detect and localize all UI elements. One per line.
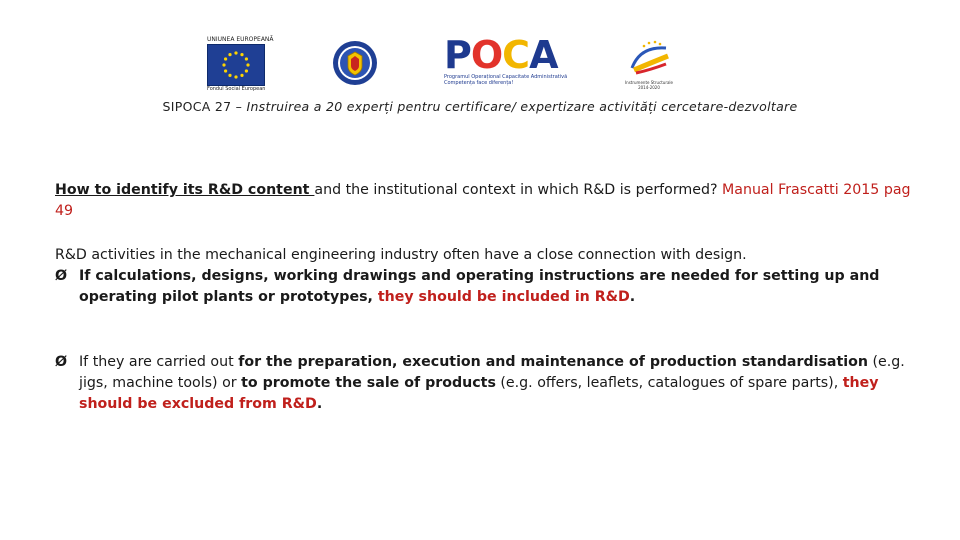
project-title: Instruirea a 20 experți pentru certificare/ expertizare activități cercetare-dezvoltare [246, 99, 798, 114]
slide-content [55, 180, 925, 415]
poca-letter-o: O [470, 33, 503, 77]
eu-flag-icon [207, 44, 265, 86]
bullet-excluded-text-3: (e.g. offers, leaflets, catalogues of spare parts), [495, 375, 843, 391]
eu-stars-icon [208, 45, 264, 85]
structural-instruments-icon [622, 38, 676, 76]
bullet-excluded-bold-2: to promote the sale of products [241, 375, 496, 391]
is-logo-text: Instrumente Structurale [625, 80, 673, 85]
intro-paragraph: R&D activities in the mechanical engineering industry often have a close connection with design. [55, 247, 747, 263]
bullet-included [55, 266, 925, 308]
eu-logo-bottom-text: Fondul Social European [207, 86, 266, 92]
poca-wordmark [444, 33, 564, 77]
question-paragraph [55, 180, 925, 222]
spacer [55, 308, 925, 352]
bullet-excluded [55, 352, 925, 415]
bullet-included-red: they should be included in R&D [377, 289, 630, 305]
poca-subtitle: Programul Operațional Capacitate Administrativă [444, 74, 568, 80]
project-code: SIPOCA 27 – [162, 99, 247, 114]
bullet-excluded-end: . [316, 396, 323, 412]
poca-letter-p: P [444, 33, 471, 77]
poca-logo [444, 33, 568, 86]
is-logo-years: 2014-2020 [638, 85, 660, 90]
logo-bar [0, 33, 960, 96]
manual-reference: Manual Frascatti 2015 pag 49 [55, 182, 911, 219]
eu-logo [207, 36, 274, 93]
question-link-text: How to identify its R&D content [55, 182, 315, 198]
bullet-excluded-text-2: (e.g. jigs, machine tools) or [79, 354, 905, 391]
instrumente-structurale-logo [622, 38, 676, 90]
bullet-excluded-text-1: If they are carried out [79, 354, 239, 370]
eu-logo-top-text: UNIUNEA EUROPEANĂ [207, 36, 274, 43]
poca-letter-a: A [529, 33, 558, 77]
project-header [0, 99, 960, 114]
bullet-included-end: . [629, 289, 636, 305]
bullet-included-bold: If calculations, designs, working drawings and operating instructions are needed for setting up and operating pilot plants or prototypes, [79, 268, 880, 305]
arrow-bullet-icon: Ø [55, 354, 68, 370]
bullet-excluded-bold-1: for the preparation, execution and maintenance of production standardisation [238, 354, 868, 370]
question-text: and the institutional context in which R&D is performed? [314, 182, 723, 198]
arrow-bullet-icon: Ø [55, 268, 68, 284]
poca-slogan: Competența face diferența! [444, 80, 514, 86]
bullet-excluded-red: they should be excluded from R&D [79, 375, 879, 412]
poca-letter-c: C [502, 33, 530, 77]
government-seal-logo [332, 40, 378, 86]
coat-of-arms-icon [332, 40, 378, 86]
